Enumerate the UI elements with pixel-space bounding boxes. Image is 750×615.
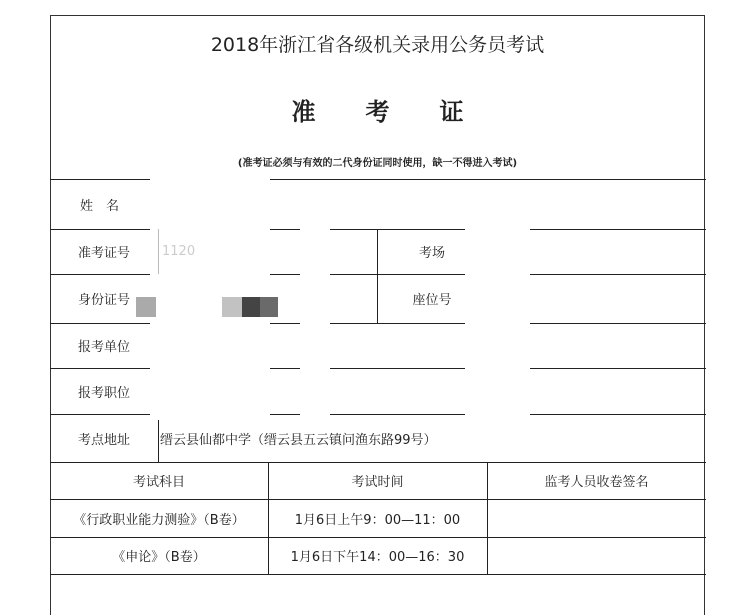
notice-text: (准考证必须与有效的二代身份证同时使用，缺一不得进入考试)	[237, 158, 518, 169]
divider	[158, 229, 159, 274]
schedule-row-signature	[487, 499, 706, 537]
room-label: 考场	[418, 246, 445, 261]
id-label: 身份证号	[78, 293, 131, 308]
site-value: 缙云县仙都中学（缙云县五云镇问渔东路99号）	[160, 432, 437, 448]
ticket-no-value: 1120	[162, 244, 196, 259]
divider	[50, 574, 706, 575]
schedule-header-time: 考试时间	[351, 475, 404, 490]
schedule-header-subject: 考试科目	[132, 475, 185, 490]
redaction	[260, 297, 278, 317]
unit-label: 报考单位	[78, 340, 131, 355]
redaction	[136, 297, 156, 317]
schedule-row-signature	[487, 537, 706, 574]
divider	[50, 368, 706, 369]
divider	[50, 323, 706, 324]
document-heading: 准考证	[291, 98, 514, 126]
schedule-row-time: 1月6日下午14：00—16：30	[290, 550, 465, 565]
schedule-row-subject: 《行政职业能力测验》（B卷）	[73, 512, 245, 528]
seat-label: 座位号	[412, 293, 452, 308]
name-label: 姓 名	[80, 199, 120, 214]
redaction	[242, 297, 260, 317]
document-title: 2018年浙江省各级机关录用公务员考试	[210, 34, 545, 56]
divider	[50, 179, 706, 180]
divider	[158, 414, 159, 462]
redaction	[222, 297, 242, 317]
redaction	[300, 220, 330, 420]
schedule-row-subject: 《申论》（B卷）	[112, 550, 206, 565]
site-label: 考点地址	[78, 432, 131, 448]
ticket-no-label: 准考证号	[78, 246, 131, 261]
redaction	[150, 170, 270, 420]
schedule-row-time: 1月6日上午9：00—11：00	[294, 512, 461, 528]
position-label: 报考职位	[78, 385, 131, 401]
schedule-header-signature: 监考人员收卷签名	[544, 475, 649, 490]
